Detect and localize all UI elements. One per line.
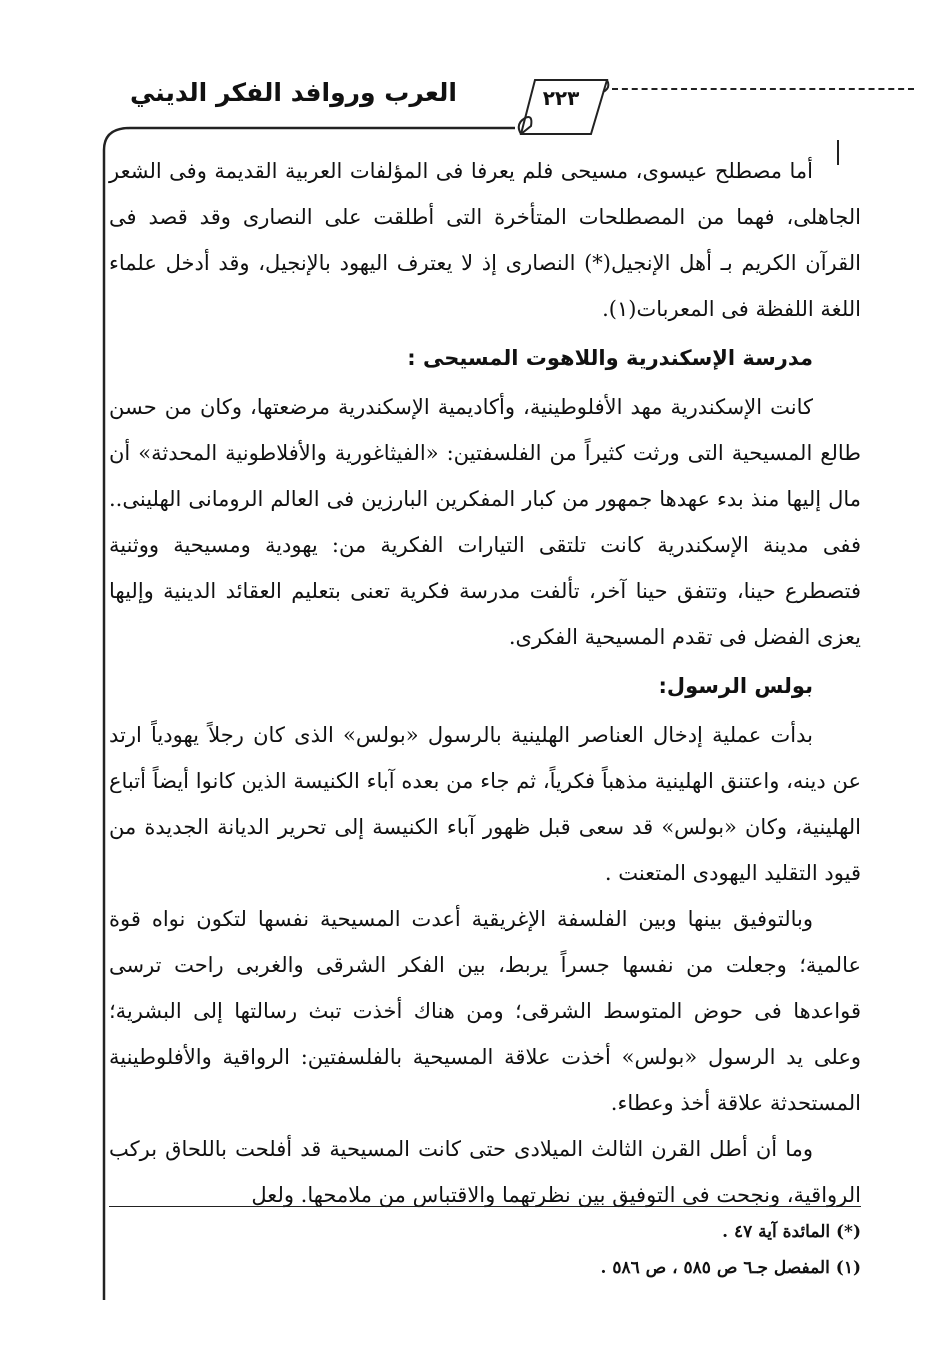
main-text [109, 148, 861, 1218]
paragraph: أما مصطلح عيسوى، مسيحى فلم يعرفا فى المؤلفات العربية القديمة وفى الشعر الجاهلى، فهما من المصطلحات المتأخرة التى أطلقت على النصارى وقد قصد فى القرآن الكريم بـ أهل الإنجيل(*) النصارى إذ لا يعترف اليهود بالإنجيل، وقد أدخل علماء اللغة اللفظة فى المعربات(١). [109, 159, 861, 321]
paragraph: كانت الإسكندرية مهد الأفلوطينية، وأكاديمية الإسكندرية مرضعتها، وكان من حسن طالع المسيحية التى ورثت كثيراً من الفلسفتين: «الفيثاغورية والأفلاطونية المحدثة» أن مال إليها منذ بدء عهدها جمهور من كبار المفكرين البارزين فى العالم الرومانى الهلينى.. ففى مدينة الإسكندرية كانت تلتقى التيارات الفكرية من: يهودية ومسيحية ووثنية فتصطرع حينا، وتتفق حينا آخر، تألفت مدرسة فكرية تعنى بتعليم العقائد الدينية وإليها يعزى الفضل فى تقدم المسيحية الفكرى. [109, 395, 861, 649]
section-heading: مدرسة الإسكندرية واللاهوت المسيحى : [407, 346, 813, 370]
footnote-1: (١) المفصل جـ٦ ص ٥٨٥ ، ص ٥٨٦ . [600, 1258, 861, 1278]
footnote-star: (*) المائدة آية ٤٧ . [722, 1222, 861, 1242]
paragraph: وبالتوفيق بينها وبين الفلسفة الإغريقية أعدت المسيحية نفسها لتكون نواه قوة عالمية؛ وجعلت من نفسها جسراً يربط، بين الفكر الشرقى والغربى راحت ترسى قواعدها فى حوض المتوسط الشرقى؛ ومن هناك أخذت تبث رسالتها إلى البشرية؛ وعلى يد الرسول «بولس» أخذت علاقة المسيحية بالفلسفتين: الرواقية والأفلوطينية المستحدثة علاقة أخذ وعطاء. [109, 907, 861, 1115]
paragraph: بدأت عملية إدخال العناصر الهلينية بالرسول «بولس» الذى كان رجلاً يهودياً ارتد عن دينه، واعتنق الهلينية مذهباً فكرياً، ثم جاء من بعده آباء الكنيسة الذين كانوا أيضاً أتباع الهلينية، وكان «بولس» قد سعى قبل ظهور آباء الكنيسة إلى تحرير الديانة الجديدة من قيود التقليد اليهودى المتعنت . [109, 723, 861, 885]
section-heading: بولس الرسول: [658, 674, 813, 698]
page-number-scroll [515, 74, 611, 142]
footnote-divider [109, 1206, 861, 1207]
header-dashed-rule [612, 88, 914, 90]
footnotes [109, 1214, 861, 1286]
page-number: ٢٢٣ [542, 86, 580, 110]
running-title: العرب وروافد الفكر الديني [129, 78, 457, 107]
paragraph: وما أن أطل القرن الثالث الميلادى حتى كانت المسيحية قد أفلحت باللحاق بركب الرواقية، ونجحت فى التوفيق بين نظرتهما والاقتباس من ملامحها. ولعل [109, 1137, 861, 1207]
